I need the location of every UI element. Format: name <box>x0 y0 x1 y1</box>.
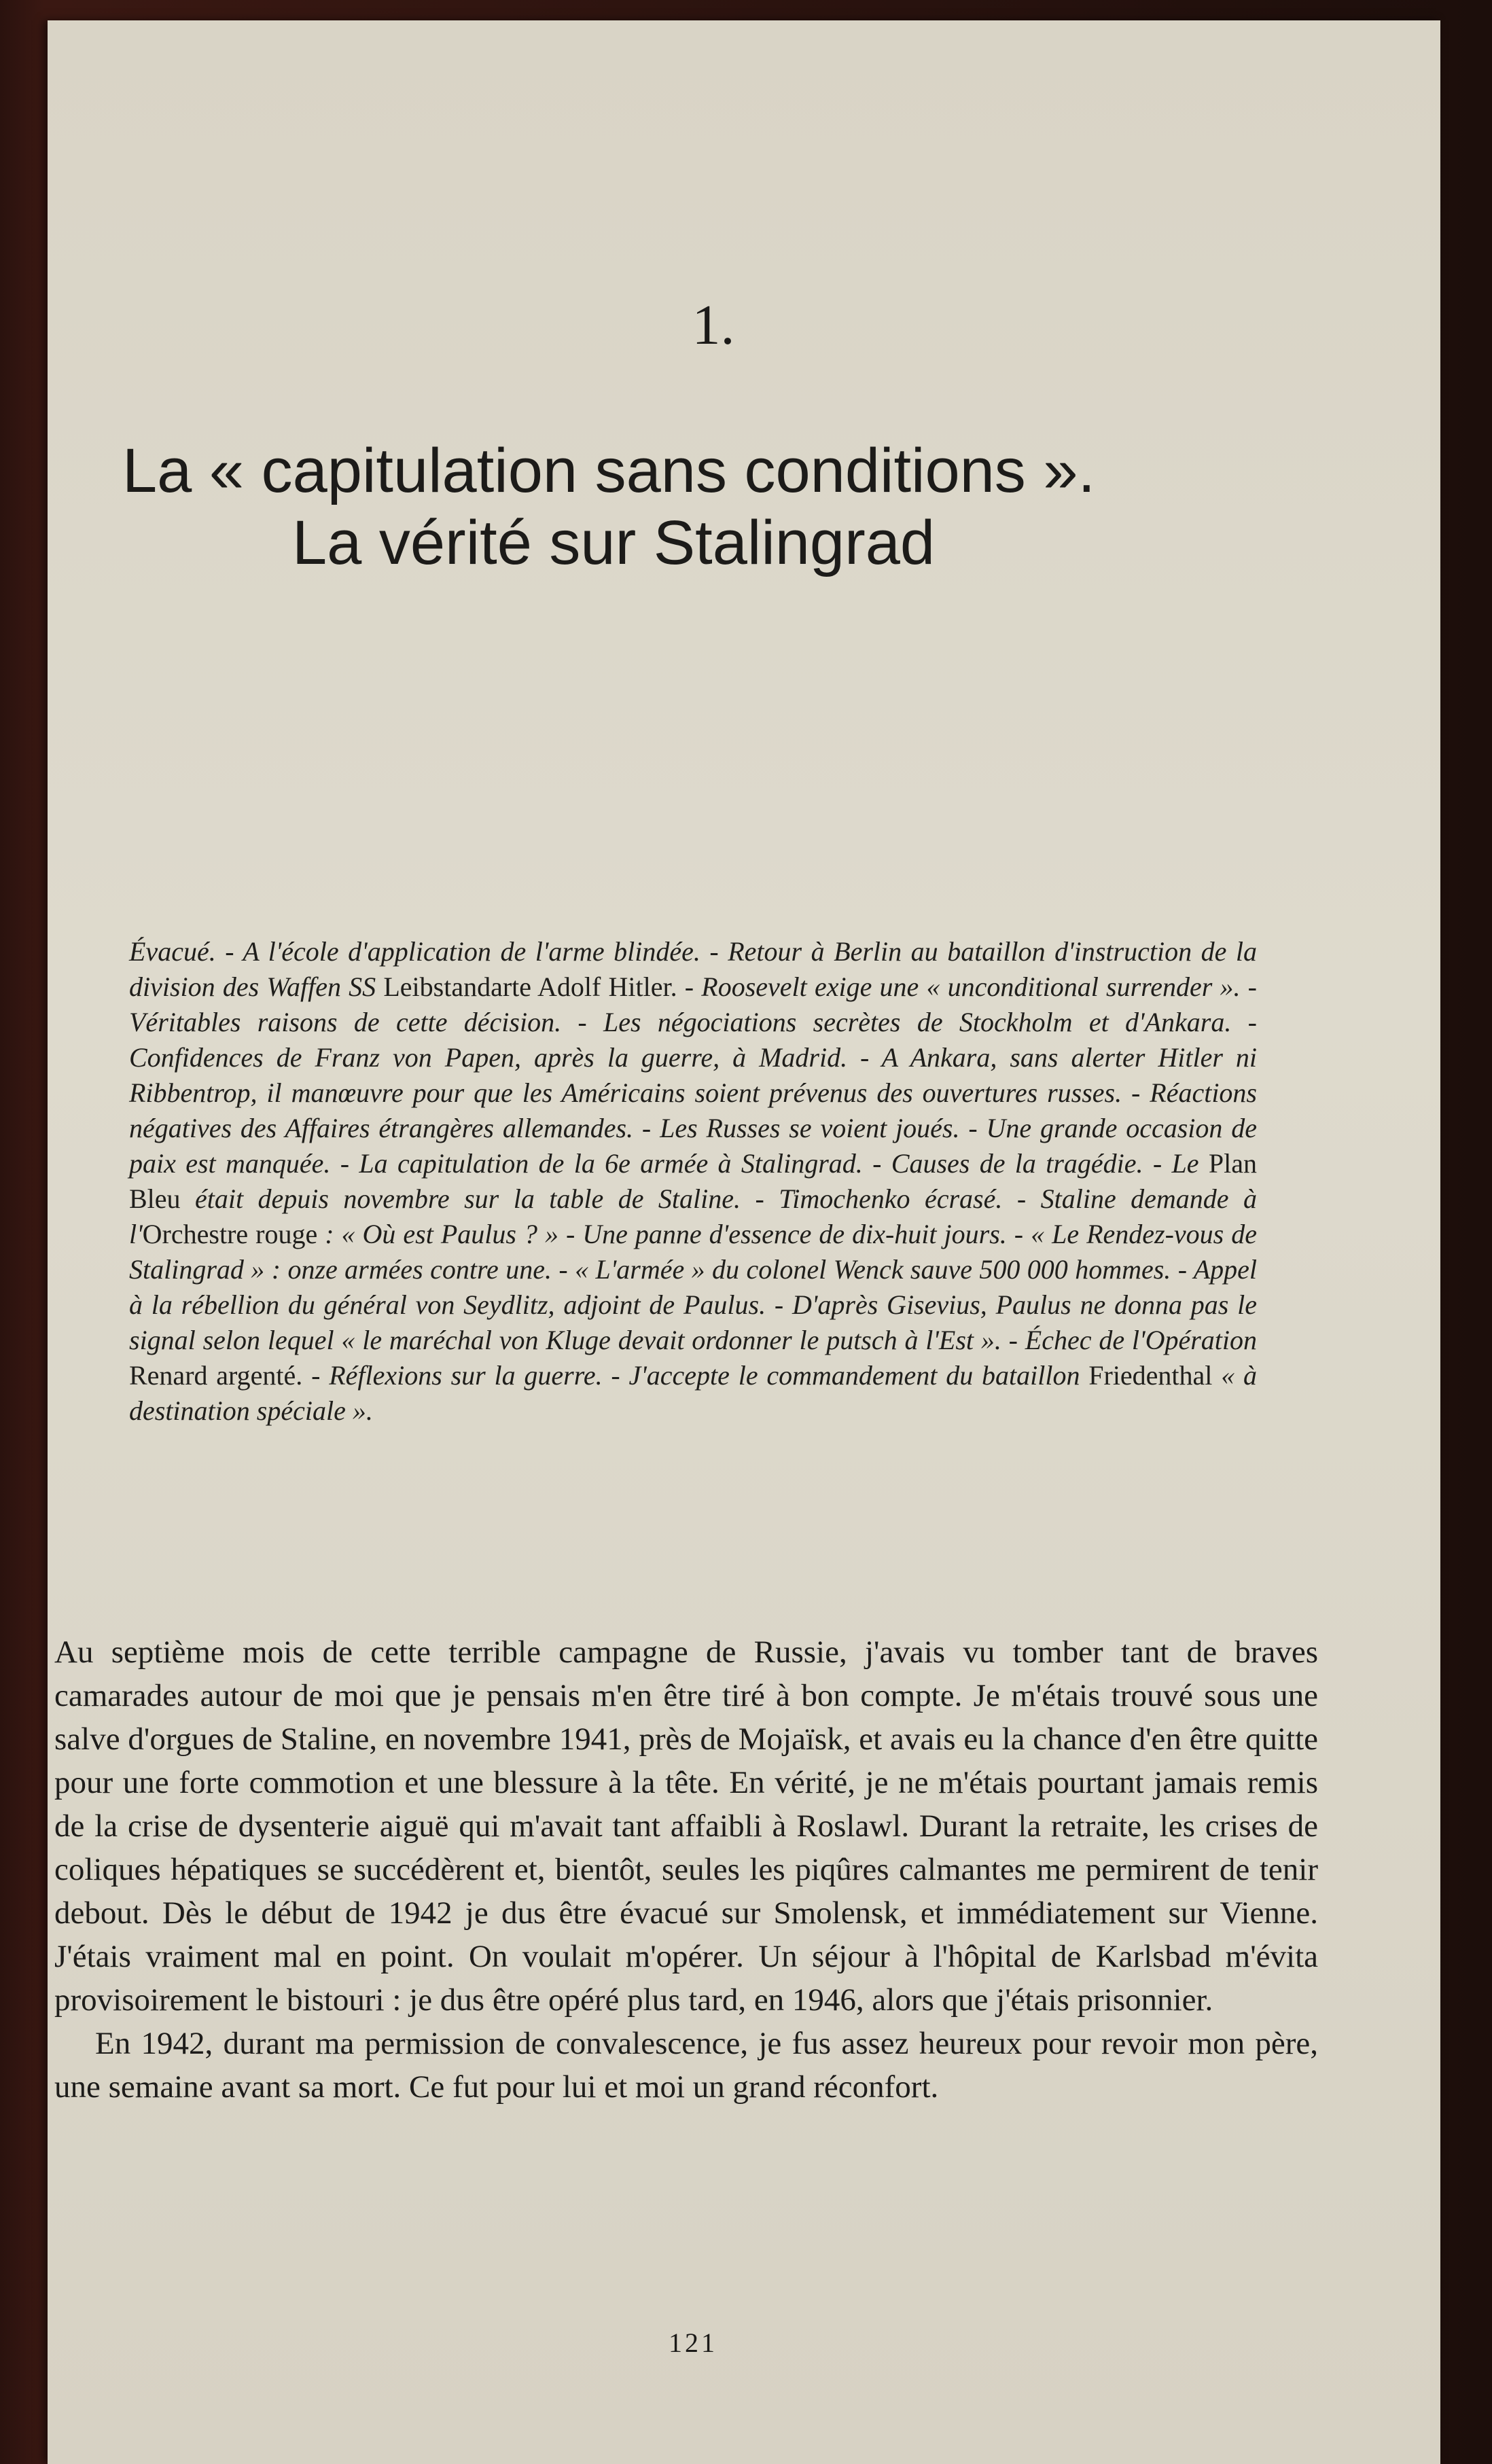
chapter-title <box>122 435 1277 579</box>
paragraph-1: Au septième mois de cette terrible campagne de Russie, j'avais vu tomber tant de braves camarades autour de moi que je pensais m'en être tiré à bon compte. Je m'étais trouvé sous une salve d'orgues de Staline, en novembre 1941, près de Mojaïsk, et avais eu la chance d'en être quitte pour une forte commotion et une blessure à la tête. En vérité, je ne m'étais pourtant jamais remis de la crise de dysenterie aiguë qui m'avait tant affaibli à Roslawl. Durant la retraite, les crises de coliques hépatiques se succédèrent et, bientôt, seules les piqûres calmantes me permirent de tenir debout. Dès le début de 1942 je dus être évacué sur Smolensk, et immédiatement sur Vienne. J'étais vraiment mal en point. On voulait m'opérer. Un séjour à l'hôpital de Karlsbad m'évita provisoirement le bistouri : je dus être opéré plus tard, en 1946, alors que j'étais prisonnier. <box>54 1635 1318 2018</box>
summary-part: Friedenthal <box>1080 1360 1222 1391</box>
book-page <box>48 20 1440 2464</box>
summary-part: Leibstandarte Adolf Hitler. <box>376 971 685 1002</box>
summary-part: Renard argenté. <box>129 1360 312 1391</box>
page-number: 121 <box>669 2327 717 2358</box>
body-text <box>54 1630 1318 2109</box>
summary-part: : « Où est Paulus ? » - Une panne d'essence de dix-huit jours. - « Le Rendez-vous de Stalingrad » : onze armées contre une. - « L'armée » du colonel Wenck sauve 500 000 hommes. - Appel à la rébellion du général von Seydlitz, adjoint de Paulus. - D'après Gisevius, Paulus ne donna pas le signal selon lequel « le maréchal von Kluge devait ordonner le putsch à l'Est ». - Échec de l'Opération <box>129 1219 1257 1355</box>
summary-part: était depuis novembre sur la table de Staline. - Timochenko écrasé. - Staline demande à l' <box>129 1183 1257 1249</box>
summary-part: - Réflexions sur la guerre. - J'accepte le commandement du bataillon <box>311 1360 1080 1391</box>
chapter-title-line-1: La « capitulation sans conditions ». <box>122 436 1096 505</box>
paragraph-2: En 1942, durant ma permission de convalescence, je fus assez heureux pour revoir mon père, une semaine avant sa mort. Ce fut pour lui et moi un grand réconfort. <box>54 2026 1318 2105</box>
summary-part: « à destination spéciale ». <box>129 1360 1258 1426</box>
summary-part: Plan Bleu <box>129 1148 1257 1214</box>
chapter-summary <box>129 934 1257 1429</box>
chapter-number: 1. <box>692 293 735 357</box>
summary-part: Évacué. - A l'école d'application de l'arme blindée. - Retour à Berlin au bataillon d'instruction de la division des Waffen SS <box>129 936 1257 1002</box>
chapter-title-line-2: La vérité sur Stalingrad <box>292 508 936 577</box>
summary-part: - Roosevelt exige une « unconditional surrender ». - Véritables raisons de cette décision. - Les négociations secrètes de Stockholm et d'Ankara. - Confidences de Franz von Papen, après la guerre, à Madrid. - A Ankara, sans alerter Hitler ni Ribbentrop, il manœuvre pour que les Américains soient prévenus des ouvertures russes. - Réactions négatives des Affaires étrangères allemandes. - Les Russes se voient joués. - Une grande occasion de paix est manquée. - La capitulation de la 6e armée à Stalingrad. - Causes de la tragédie. - Le <box>129 971 1257 1179</box>
summary-part: Orchestre rouge <box>142 1219 318 1249</box>
